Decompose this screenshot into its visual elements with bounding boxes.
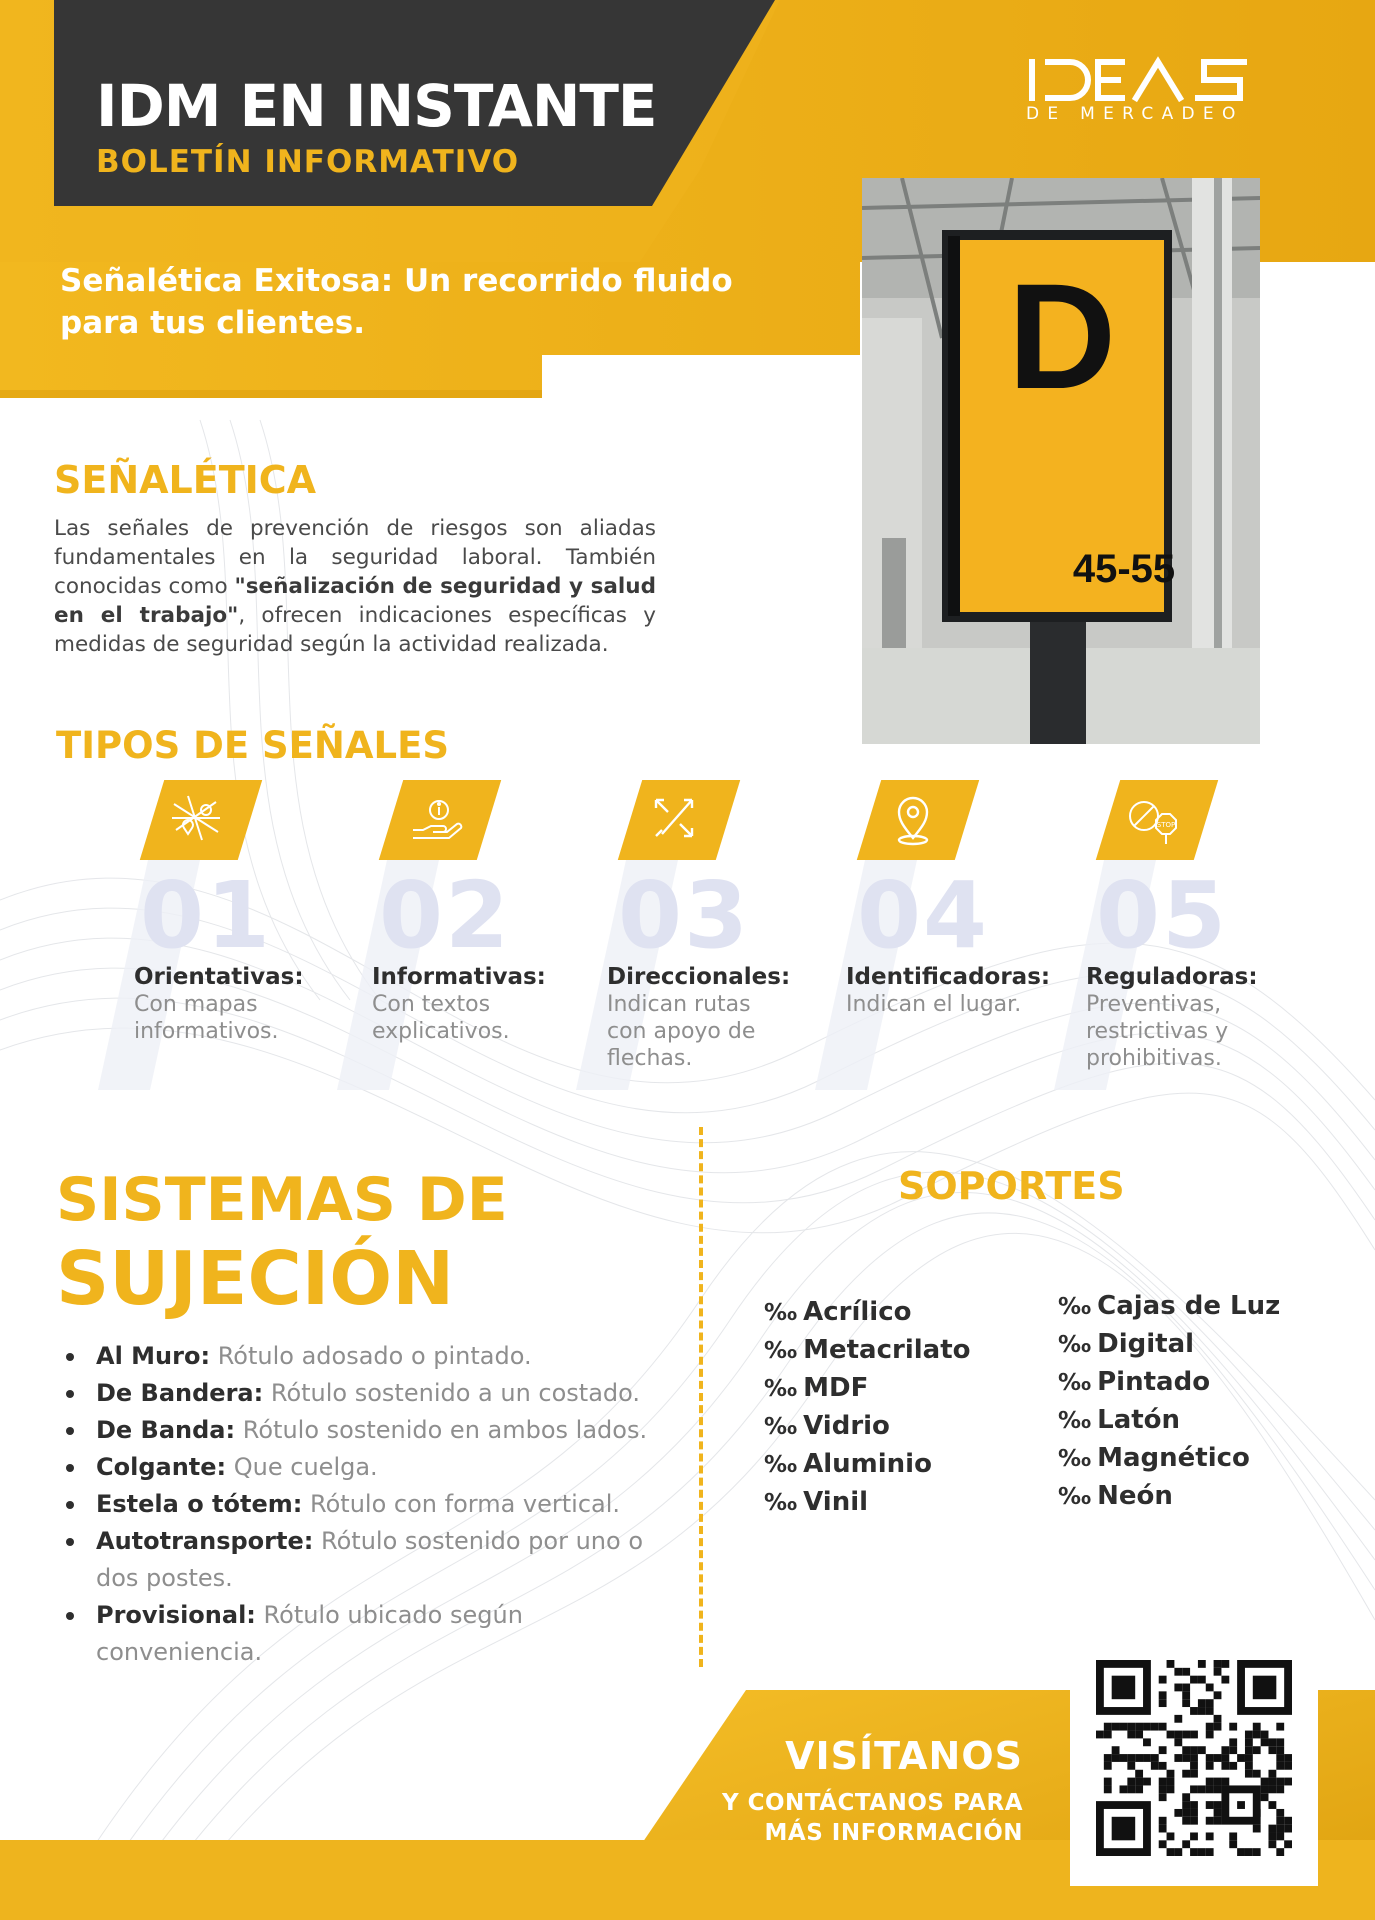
list-item: [64, 1338, 684, 1375]
bullet-marker: ‰: [1058, 1484, 1092, 1510]
list-item: [64, 1449, 684, 1486]
bullet-marker: ‰: [764, 1452, 798, 1478]
map-icon: [168, 790, 224, 846]
type-description: Con textos explicativos.: [372, 992, 510, 1044]
bullet-marker: ‰: [764, 1376, 798, 1402]
list-item-desc: Rótulo adosado o pintado.: [217, 1342, 532, 1370]
ideas-logo-icon: [1026, 56, 1252, 104]
type-description: Con mapas informativos.: [134, 992, 279, 1044]
bullet-marker: ‰: [1058, 1294, 1092, 1320]
support-item: [1058, 1402, 1280, 1440]
support-label: Metacrilato: [803, 1335, 971, 1365]
bullet-marker: ‰: [1058, 1370, 1092, 1396]
list-item-desc: Que cuelga.: [233, 1453, 378, 1481]
type-number: 01: [140, 862, 273, 969]
list-item: [64, 1375, 684, 1412]
list-item-term: Autotransporte:: [96, 1527, 314, 1555]
bullet-marker: ‰: [1058, 1408, 1092, 1434]
type-title: Orientativas:: [134, 964, 304, 990]
type-title: Identificadoras:: [846, 964, 1051, 990]
senaletica-text-bold: "señalización de seguridad y salud en el trabajo": [54, 574, 656, 628]
page-subtitle: BOLETÍN INFORMATIVO: [96, 144, 520, 180]
cta-line-2: Y CONTÁCTANOS PARA: [721, 1790, 1023, 1816]
support-label: Pintado: [1097, 1367, 1211, 1397]
qr-code-icon: [1096, 1660, 1292, 1856]
type-number: 03: [618, 862, 751, 969]
headline: Señalética Exitosa: Un recorrido fluido para tus clientes.: [60, 263, 733, 341]
qr-code[interactable]: [1070, 1640, 1318, 1886]
cta-visitanos: VISÍTANOS: [785, 1734, 1023, 1778]
info-hand-icon: [407, 790, 463, 846]
location-pin-icon: [885, 790, 941, 846]
senaletica-text: [54, 514, 656, 659]
list-item: [64, 1597, 684, 1671]
soportes-col-2: [1058, 1288, 1280, 1516]
list-item-term: Estela o tótem:: [96, 1490, 303, 1518]
list-item-term: De Banda:: [96, 1416, 236, 1444]
list-item: [64, 1412, 684, 1449]
sujecion-heading-line2: SUJECIÓN: [56, 1236, 455, 1322]
sujecion-heading-line1: SISTEMAS DE: [56, 1165, 508, 1235]
type-number: 02: [379, 862, 512, 969]
list-item-desc: Rótulo sostenido a un costado.: [270, 1379, 641, 1407]
list-item-desc: Rótulo con forma vertical.: [310, 1490, 621, 1518]
logo-tagline: DE MERCADEO: [1026, 104, 1244, 124]
support-label: Magnético: [1097, 1443, 1250, 1473]
support-label: Latón: [1097, 1405, 1181, 1435]
support-item: [1058, 1364, 1280, 1402]
type-number: 05: [1096, 862, 1229, 969]
type-description: Preventivas, restrictivas y prohibitivas.: [1086, 992, 1229, 1071]
list-item: [64, 1486, 684, 1523]
sign-letter: D: [1007, 252, 1117, 420]
support-label: Cajas de Luz: [1097, 1291, 1281, 1321]
bullet-marker: ‰: [764, 1338, 798, 1364]
bullet-marker: ‰: [764, 1414, 798, 1440]
type-number: 04: [857, 862, 990, 969]
support-item: [764, 1294, 971, 1332]
list-item-desc: Rótulo sostenido en ambos lados.: [242, 1416, 648, 1444]
support-item: [764, 1484, 971, 1522]
support-label: MDF: [803, 1373, 869, 1403]
stop-sign-icon: [1124, 790, 1180, 846]
support-item: [764, 1408, 971, 1446]
support-item: [1058, 1326, 1280, 1364]
sujecion-list: [64, 1338, 684, 1671]
cta-line-3: MÁS INFORMACIÓN: [764, 1820, 1023, 1846]
list-item: [64, 1523, 684, 1597]
support-label: Vinil: [803, 1487, 869, 1517]
support-item: [1058, 1440, 1280, 1478]
type-description: Indican rutas con apoyo de flechas.: [607, 992, 756, 1071]
support-item: [1058, 1288, 1280, 1326]
list-item-term: De Bandera:: [96, 1379, 264, 1407]
svg-text:STOP: STOP: [1156, 821, 1176, 829]
bullet-marker: ‰: [1058, 1446, 1092, 1472]
bullet-marker: ‰: [1058, 1332, 1092, 1358]
arrows-icon: [646, 790, 702, 846]
senaletica-text-1: Las señales de prevención de riesgos son aliadas fundamentales en la seguridad laboral. También conocidas como: [54, 516, 656, 599]
type-title: Informativas:: [372, 964, 546, 990]
sign-range: 45-55: [1072, 547, 1176, 591]
type-title: Direccionales:: [607, 964, 791, 990]
bullet-marker: ‰: [764, 1300, 798, 1326]
soportes-heading: SOPORTES: [898, 1164, 1125, 1208]
support-item: [764, 1370, 971, 1408]
sign-photo: [862, 178, 1260, 744]
list-item-term: Colgante:: [96, 1453, 227, 1481]
support-label: Digital: [1097, 1329, 1195, 1359]
type-description: Indican el lugar.: [846, 992, 1022, 1017]
senaletica-text-2: , ofrecen indicaciones específicas y medidas de seguridad según la actividad realizada.: [54, 603, 656, 657]
support-label: Neón: [1097, 1481, 1173, 1511]
page-title: IDM EN INSTANTE: [96, 72, 657, 140]
divider: [699, 1127, 703, 1667]
support-item: [1058, 1478, 1280, 1516]
list-item-term: Provisional:: [96, 1601, 256, 1629]
support-item: [764, 1332, 971, 1370]
support-item: [764, 1446, 971, 1484]
support-label: Acrílico: [803, 1297, 912, 1327]
list-item-desc: Rótulo sostenido por uno o dos postes.: [96, 1527, 644, 1592]
soportes-col-1: [764, 1294, 971, 1522]
type-title: Reguladoras:: [1086, 964, 1258, 990]
bullet-marker: ‰: [764, 1490, 798, 1516]
tipos-heading: TIPOS DE SEÑALES: [56, 724, 449, 767]
list-item-term: Al Muro:: [96, 1342, 211, 1370]
support-label: Vidrio: [803, 1411, 890, 1441]
list-item-desc: Rótulo ubicado según conveniencia.: [96, 1601, 523, 1666]
support-label: Aluminio: [803, 1449, 932, 1479]
senaletica-heading: SEÑALÉTICA: [54, 458, 317, 502]
